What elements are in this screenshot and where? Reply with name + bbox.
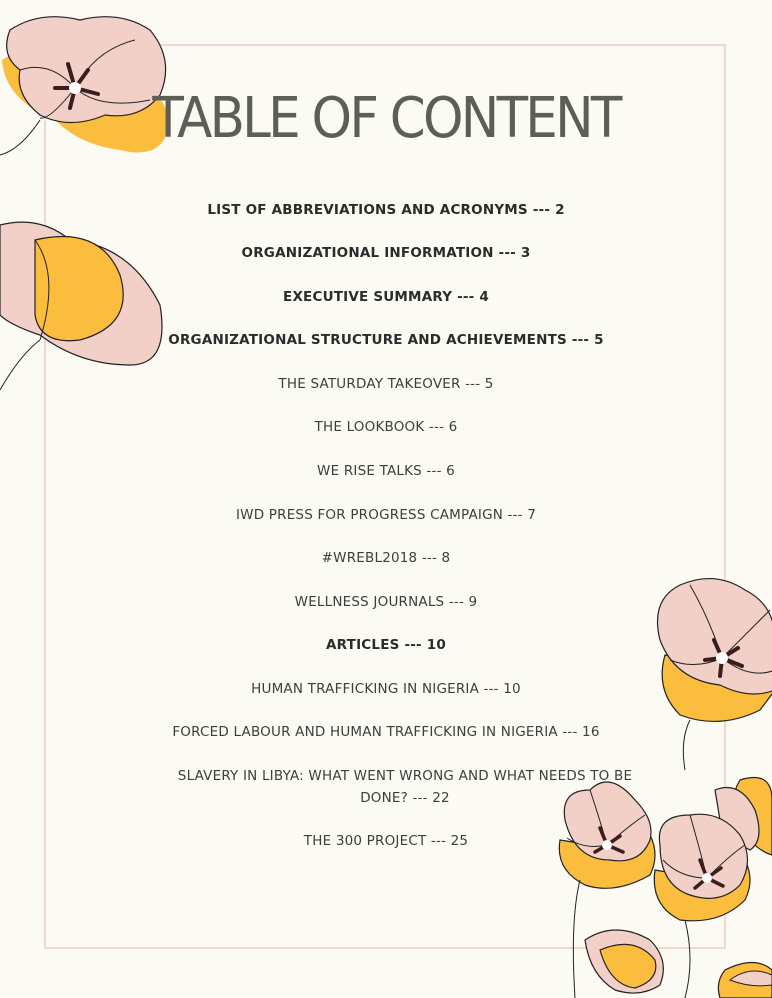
toc-entry: ORGANIZATIONAL INFORMATION --- 3 [241,245,531,261]
toc-entry: ORGANIZATIONAL STRUCTURE AND ACHIEVEMENTS --- 5 [168,332,604,348]
toc-entry: THE SATURDAY TAKEOVER --- 5 [278,376,494,392]
toc-entry: EXECUTIVE SUMMARY --- 4 [283,289,489,305]
toc-entry: SLAVERY IN LIBYA: WHAT WENT WRONG AND WHAT NEEDS TO BE DONE? --- 22 [177,768,633,806]
toc-entry: FORCED LABOUR AND HUMAN TRAFFICKING IN NIGERIA --- 16 [172,724,600,740]
page-title: TABLE OF CONTENT [152,86,620,151]
toc-entry: THE 300 PROJECT --- 25 [303,833,469,849]
toc-entry: THE LOOKBOOK --- 6 [314,419,458,435]
toc-entry: LIST OF ABBREVIATIONS AND ACRONYMS --- 2 [207,202,565,218]
toc-entry: HUMAN TRAFFICKING IN NIGERIA --- 10 [251,681,521,697]
toc-entry: WELLNESS JOURNALS --- 9 [294,594,478,610]
toc-entry: IWD PRESS FOR PROGRESS CAMPAIGN --- 7 [235,507,537,523]
toc-entry: ARTICLES --- 10 [326,637,446,653]
toc-entry: #WREBL2018 --- 8 [321,550,451,566]
toc-entry: WE RISE TALKS --- 6 [317,463,455,479]
